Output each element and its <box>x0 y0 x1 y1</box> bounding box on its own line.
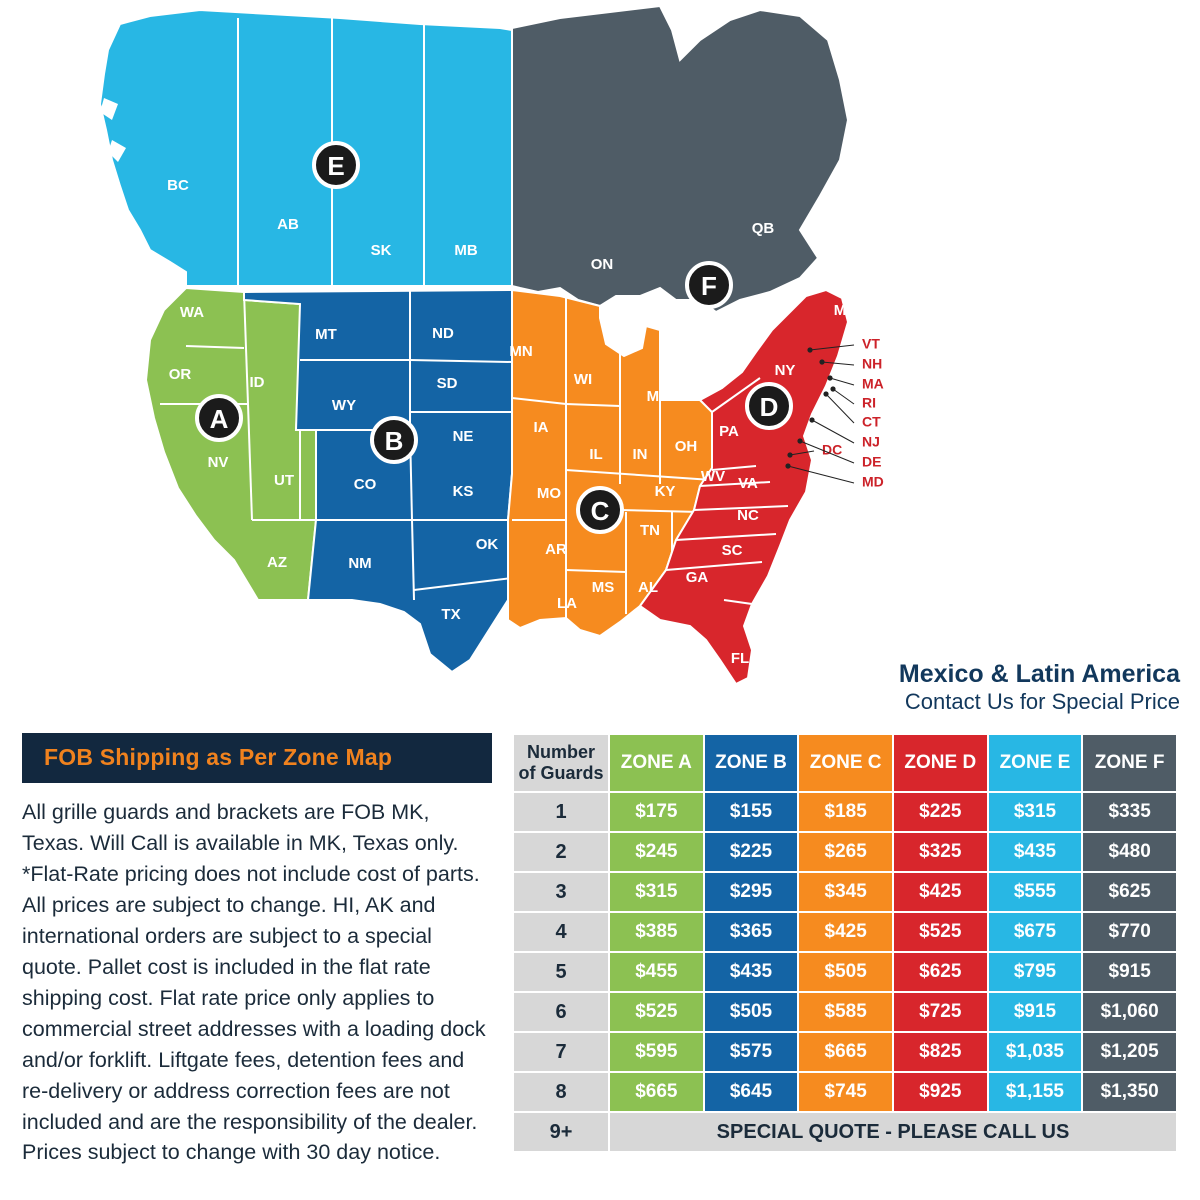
price-table-header-row <box>514 735 1176 791</box>
price-cell-zone-e: $1,155 <box>989 1073 1082 1111</box>
price-cell-zone-a: $315 <box>610 873 703 911</box>
price-cell-zone-a: $595 <box>610 1033 703 1071</box>
state-label-tn: TN <box>640 521 660 539</box>
price-cell-zone-c: $185 <box>799 793 892 831</box>
price-cell-zone-a: $455 <box>610 953 703 991</box>
price-cell-zone-d: $825 <box>894 1033 987 1071</box>
corner-header-line-1: Number <box>526 742 595 763</box>
zone-badge-label-f: F <box>701 271 717 301</box>
zone-price-table <box>512 733 1178 1153</box>
state-label-nv: NV <box>207 453 229 471</box>
state-label-al: AL <box>638 578 658 596</box>
price-table-row <box>514 833 1176 871</box>
leader-dot-vt <box>807 347 812 352</box>
state-label-ne: NE <box>452 427 474 445</box>
state-label-az: AZ <box>267 553 287 571</box>
price-cell-zone-e: $915 <box>989 993 1082 1031</box>
state-label-wy: WY <box>331 396 357 414</box>
state-label-nj: NJ <box>862 433 880 450</box>
corner-header-line-2: of Guards <box>518 763 604 783</box>
state-label-va: VA <box>738 474 758 492</box>
guard-count-cell: 3 <box>514 873 608 911</box>
state-label-wv: WV <box>700 467 726 485</box>
mexico-note-title: Mexico & Latin America <box>898 660 1180 688</box>
leader-dot-nh <box>819 359 824 364</box>
leader-dot-ma <box>827 375 832 380</box>
price-table-body <box>514 793 1176 1151</box>
state-label-ct: CT <box>862 413 881 430</box>
price-cell-zone-d: $925 <box>894 1073 987 1111</box>
price-cell-zone-b: $225 <box>705 833 798 871</box>
zone-badge-label-c: C <box>590 496 610 526</box>
state-label-wa: WA <box>179 303 205 321</box>
price-table-row <box>514 1033 1176 1071</box>
price-table-row <box>514 953 1176 991</box>
price-table-corner-header <box>514 735 608 791</box>
state-label-nh: NH <box>862 355 883 372</box>
special-quote-cell: SPECIAL QUOTE - PLEASE CALL US <box>610 1113 1176 1151</box>
price-cell-zone-b: $365 <box>705 913 798 951</box>
price-table-row <box>514 913 1176 951</box>
price-cell-zone-e: $315 <box>989 793 1082 831</box>
state-label-ut: UT <box>274 471 294 489</box>
state-label-oh: OH <box>674 437 698 455</box>
state-label-la: LA <box>557 594 577 612</box>
price-cell-zone-d: $525 <box>894 913 987 951</box>
price-cell-zone-c: $265 <box>799 833 892 871</box>
zone-badge-label-b: B <box>384 426 404 456</box>
price-cell-zone-f: $1,205 <box>1083 1033 1176 1071</box>
state-label-sd: SD <box>436 374 458 392</box>
fob-panel-body: All grille guards and brackets are FOB MK, Texas. Will Call is available in MK, Texas only. *Flat-Rate pricing does not include cost of parts. All prices are subject to change. HI, AK and international orders are subject to a special quote. Pallet cost is included in the flat rate shipping cost. Flat rate price only applies to commercial street addresses with a loading dock and/or forklift. Liftgate fees, detention fees and re-delivery or address correction fees are not included and are the responsibility of the dealer. Prices subject to change with 30 day notice. <box>22 800 486 1165</box>
leader-dot-nj <box>809 417 814 422</box>
state-label-ma: MA <box>862 375 884 392</box>
price-table-footer-row <box>514 1113 1176 1151</box>
state-label-mt: MT <box>315 325 337 343</box>
state-label-il: IL <box>589 445 603 463</box>
leader-dot-md <box>785 463 790 468</box>
price-cell-zone-c: $425 <box>799 913 892 951</box>
state-label-qb: QB <box>751 219 775 237</box>
price-cell-zone-e: $1,035 <box>989 1033 1082 1071</box>
price-cell-zone-e: $675 <box>989 913 1082 951</box>
price-cell-zone-d: $325 <box>894 833 987 871</box>
state-label-ny: NY <box>774 361 796 379</box>
price-cell-zone-c: $745 <box>799 1073 892 1111</box>
state-label-ga: GA <box>685 568 709 586</box>
zone-badge-label-a: A <box>209 404 229 434</box>
price-cell-zone-b: $435 <box>705 953 798 991</box>
price-cell-zone-c: $345 <box>799 873 892 911</box>
price-table-header-zone-f: ZONE F <box>1083 735 1176 791</box>
price-cell-zone-c: $505 <box>799 953 892 991</box>
zone-a-region[interactable] <box>146 288 316 600</box>
state-label-on: ON <box>590 255 614 273</box>
price-table-row <box>514 993 1176 1031</box>
state-label-or: OR <box>168 365 192 383</box>
price-cell-zone-b: $575 <box>705 1033 798 1071</box>
price-cell-zone-e: $795 <box>989 953 1082 991</box>
mexico-note-subtitle: Contact Us for Special Price <box>904 688 1180 714</box>
price-cell-zone-c: $585 <box>799 993 892 1031</box>
price-cell-zone-e: $555 <box>989 873 1082 911</box>
price-cell-zone-f: $335 <box>1083 793 1176 831</box>
state-label-mi: MI <box>646 387 664 405</box>
price-cell-zone-e: $435 <box>989 833 1082 871</box>
price-cell-zone-b: $645 <box>705 1073 798 1111</box>
leader-line-ma <box>830 378 854 385</box>
state-label-nm: NM <box>348 554 372 572</box>
state-label-de: DE <box>862 453 882 470</box>
price-cell-zone-d: $725 <box>894 993 987 1031</box>
fob-shipping-panel <box>22 733 492 1168</box>
leader-line-ri <box>833 389 854 404</box>
state-label-ky: KY <box>654 482 676 500</box>
leader-dot-de <box>797 438 802 443</box>
state-label-mb: MB <box>454 241 478 259</box>
guard-count-cell: 8 <box>514 1073 608 1111</box>
leader-dot-ri <box>830 386 835 391</box>
state-label-dc: DC <box>822 441 843 458</box>
guard-count-cell: 6 <box>514 993 608 1031</box>
state-label-nc: NC <box>737 506 759 524</box>
price-cell-zone-f: $1,060 <box>1083 993 1176 1031</box>
price-cell-zone-b: $295 <box>705 873 798 911</box>
state-label-me: ME <box>833 301 857 319</box>
price-table-row <box>514 873 1176 911</box>
zone-badge-label-e: E <box>327 151 345 181</box>
price-table-row <box>514 793 1176 831</box>
state-label-id: ID <box>249 373 265 391</box>
state-label-sk: SK <box>370 241 392 259</box>
price-cell-zone-f: $625 <box>1083 873 1176 911</box>
guard-count-cell: 4 <box>514 913 608 951</box>
state-label-wi: WI <box>573 370 593 388</box>
price-table-header-zone-a: ZONE A <box>610 735 703 791</box>
zone-e-region[interactable] <box>100 10 512 286</box>
state-label-mo: MO <box>536 484 562 502</box>
fob-panel-header: FOB Shipping as Per Zone Map <box>22 733 492 783</box>
price-cell-zone-a: $525 <box>610 993 703 1031</box>
price-cell-zone-a: $175 <box>610 793 703 831</box>
price-table-header-zone-e: ZONE E <box>989 735 1082 791</box>
state-label-mn: MN <box>509 342 533 360</box>
state-label-md: MD <box>862 473 884 490</box>
state-label-ab: AB <box>277 215 299 233</box>
price-cell-zone-f: $915 <box>1083 953 1176 991</box>
price-cell-zone-a: $385 <box>610 913 703 951</box>
state-label-ks: KS <box>452 482 474 500</box>
price-table-header-zone-b: ZONE B <box>705 735 798 791</box>
price-table-header-zone-d: ZONE D <box>894 735 987 791</box>
mexico-latin-america-note <box>899 660 1180 714</box>
leader-dot-ct <box>823 391 828 396</box>
guard-count-cell: 5 <box>514 953 608 991</box>
price-cell-zone-f: $480 <box>1083 833 1176 871</box>
state-label-ri: RI <box>862 394 876 411</box>
state-label-ar: AR <box>545 540 567 558</box>
price-cell-zone-a: $245 <box>610 833 703 871</box>
state-label-bc: BC <box>167 176 189 194</box>
state-label-ia: IA <box>533 418 549 436</box>
price-cell-zone-d: $225 <box>894 793 987 831</box>
state-label-tx: TX <box>441 605 461 623</box>
price-table-row <box>514 1073 1176 1111</box>
state-label-nd: ND <box>432 324 454 342</box>
state-label-ca: CA <box>164 498 186 516</box>
price-cell-zone-b: $505 <box>705 993 798 1031</box>
guard-count-cell: 2 <box>514 833 608 871</box>
state-label-co: CO <box>353 475 377 493</box>
state-label-sc: SC <box>721 541 743 559</box>
price-cell-zone-d: $625 <box>894 953 987 991</box>
price-table-header-zone-c: ZONE C <box>799 735 892 791</box>
price-cell-zone-a: $665 <box>610 1073 703 1111</box>
price-cell-zone-b: $155 <box>705 793 798 831</box>
guard-count-cell: 9+ <box>514 1113 608 1151</box>
state-label-ms: MS <box>591 578 615 596</box>
zone-badge-label-d: D <box>759 392 779 422</box>
state-label-ok: OK <box>475 535 499 553</box>
price-cell-zone-f: $770 <box>1083 913 1176 951</box>
price-cell-zone-c: $665 <box>799 1033 892 1071</box>
state-label-in: IN <box>632 445 648 463</box>
state-label-pa: PA <box>719 422 739 440</box>
leader-dot-dc <box>787 452 792 457</box>
price-cell-zone-f: $1,350 <box>1083 1073 1176 1111</box>
state-label-vt: VT <box>862 335 880 352</box>
guard-count-cell: 1 <box>514 793 608 831</box>
guard-count-cell: 7 <box>514 1033 608 1071</box>
state-label-fl: FL <box>730 649 750 667</box>
leader-line-ct <box>826 394 854 423</box>
price-table-head <box>514 735 1176 791</box>
leader-line-nj <box>812 420 854 443</box>
price-cell-zone-d: $425 <box>894 873 987 911</box>
